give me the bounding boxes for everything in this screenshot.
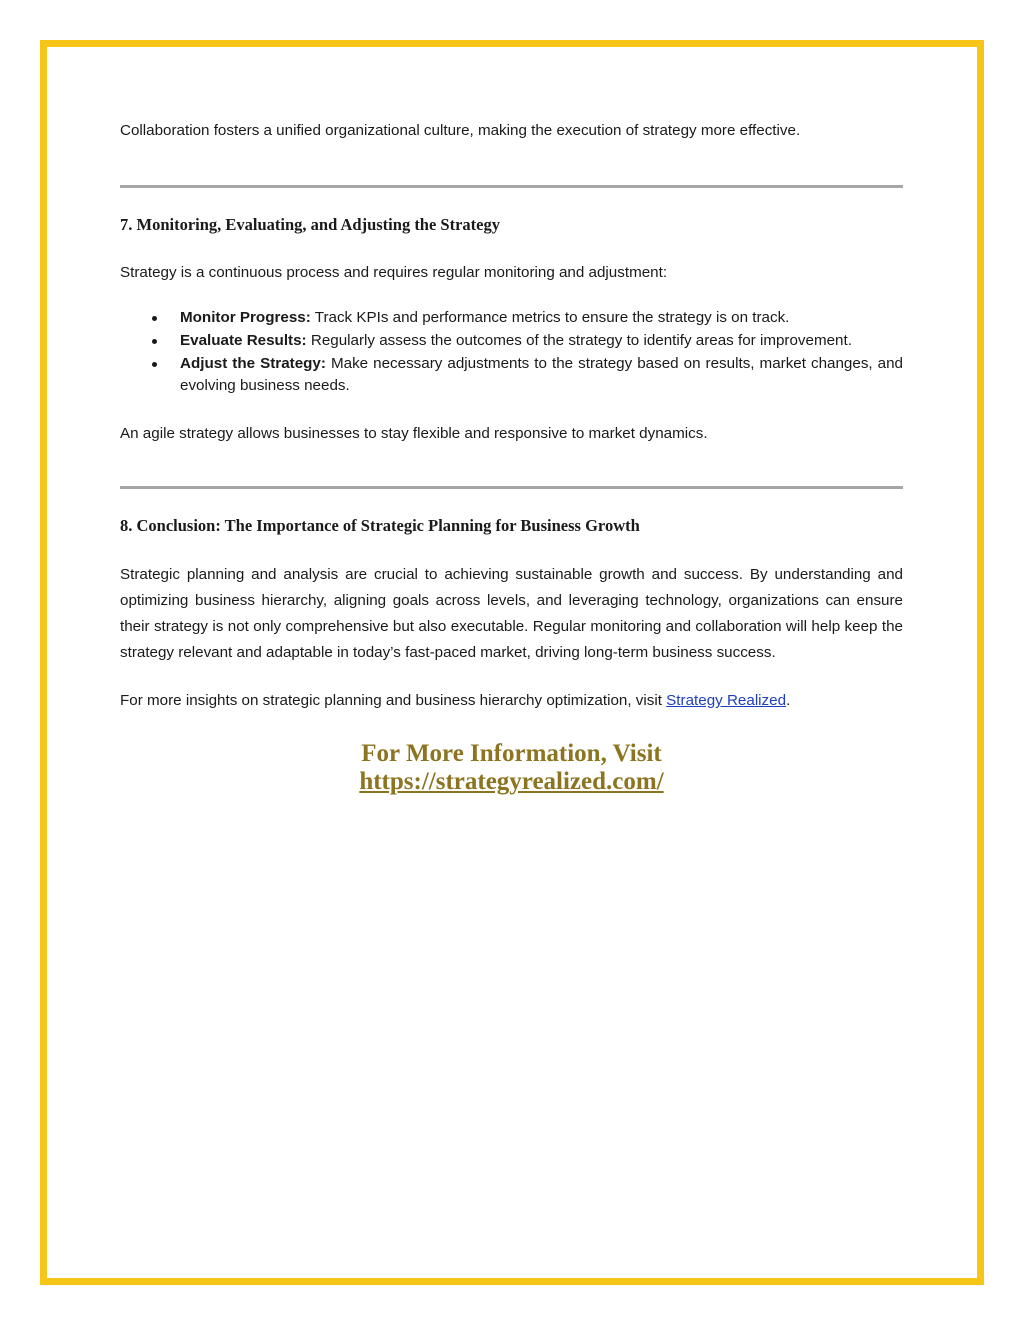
section-8-heading: 8. Conclusion: The Importance of Strategic Planning for Business Growth <box>120 516 640 535</box>
strategy-realized-link[interactable]: Strategy Realized <box>666 692 787 709</box>
list-item <box>120 353 903 397</box>
bullet-icon <box>152 339 157 344</box>
bullet-label: Evaluate Results: <box>180 332 307 349</box>
bullet-text: Track KPIs and performance metrics to ensure the strategy is on track. <box>310 309 790 326</box>
bullet-label: Adjust the Strategy: <box>180 355 326 372</box>
list-item <box>120 330 903 352</box>
cta-website-link[interactable]: https://strategyrealized.com/ <box>359 768 664 795</box>
call-to-action <box>120 740 903 796</box>
intro-paragraph: Collaboration fosters a unified organizational culture, making the execution of strategy more effective. <box>120 122 801 139</box>
bullet-icon <box>152 316 157 321</box>
section-7-closing: An agile strategy allows businesses to stay flexible and responsive to market dynamics. <box>120 425 708 442</box>
list-item <box>120 307 903 329</box>
section-7-heading: 7. Monitoring, Evaluating, and Adjusting the Strategy <box>120 215 500 234</box>
bullet-text: Regularly assess the outcomes of the strategy to identify areas for improvement. <box>306 332 852 349</box>
cta-heading: For More Information, Visit <box>361 740 662 767</box>
insights-prefix: For more insights on strategic planning and business hierarchy optimization, visit <box>120 692 667 709</box>
bullet-icon <box>152 362 157 367</box>
insights-paragraph <box>120 688 903 714</box>
section-7-lead: Strategy is a continuous process and requires regular monitoring and adjustment: <box>120 264 668 281</box>
bullet-text: Make necessary adjustments to the strategy based on results, market changes, and evolving business needs. <box>180 355 903 394</box>
bullet-label: Monitor Progress: <box>180 309 311 326</box>
document-content <box>120 118 903 796</box>
section-7-bullet-list <box>120 307 903 397</box>
insights-suffix: . <box>786 692 791 709</box>
section-8-body: Strategic planning and analysis are crucial to achieving sustainable growth and success. By understanding and optimizing business hierarchy, aligning goals across levels, and leveraging technology, organizations can ensure their strategy is not only comprehensive but also executable. Regular monitoring and collaboration will help keep the strategy relevant and adaptable in today’s fast-paced market, driving long-term business success. <box>120 566 903 661</box>
